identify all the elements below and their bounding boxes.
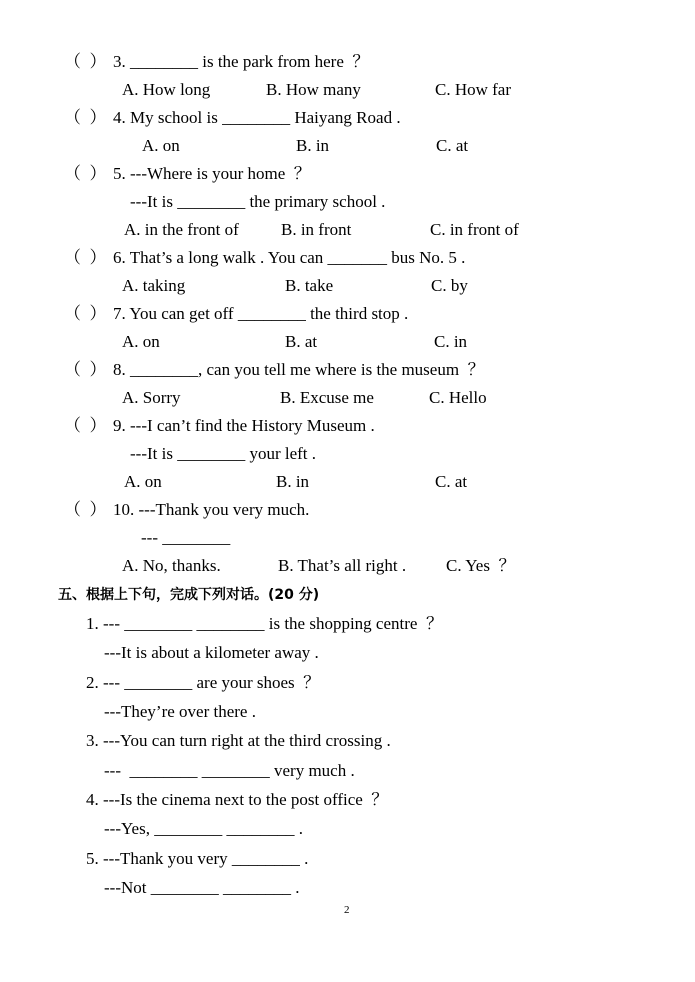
answer-paren-q5[interactable]: （ ） — [64, 164, 107, 183]
page-number: 2 — [344, 904, 350, 916]
question-q9-reply: ---It is ________ your left . — [130, 444, 317, 463]
question-q10: 10. ---Thank you very much. — [113, 500, 310, 519]
answer-paren-q6[interactable]: （ ） — [64, 248, 107, 267]
question-q10-reply[interactable]: --- ________ — [141, 528, 231, 547]
answer-paren-q4[interactable]: （ ） — [64, 108, 107, 127]
question-q5-reply: ---It is ________ the primary school . — [130, 192, 386, 211]
question-q8: 8. ________, can you tell me where is the museum ？ — [113, 360, 485, 379]
option-q8-a: A. Sorry — [122, 388, 181, 407]
dialogue-2-reply: ---They’re over there . — [104, 702, 256, 721]
answer-paren-q10[interactable]: （ ） — [64, 500, 107, 519]
option-q3-b: B. How many — [266, 80, 361, 99]
question-q3: 3. ________ is the park from here ？ — [113, 52, 370, 71]
option-q3-a: A. How long — [122, 80, 211, 99]
option-q4-b: B. in — [296, 136, 330, 155]
option-q5-b: B. in front — [281, 220, 352, 239]
dialogue-4-line: 4. ---Is the cinema next to the post office ？ — [86, 790, 389, 809]
dialogue-3-reply[interactable]: --- ________ ________ very much . — [104, 761, 355, 780]
option-q6-c: C. by — [431, 276, 468, 295]
dialogue-5-reply[interactable]: ---Not ________ ________ . — [104, 878, 300, 897]
answer-paren-q3[interactable]: （ ） — [64, 52, 107, 71]
option-q7-b: B. at — [285, 332, 318, 351]
option-q7-c: C. in — [434, 332, 468, 351]
option-q6-a: A. taking — [122, 276, 186, 295]
dialogue-5-line[interactable]: 5. ---Thank you very ________ . — [86, 849, 309, 868]
question-q5: 5. ---Where is your home ？ — [113, 164, 311, 183]
option-q6-b: B. take — [285, 276, 334, 295]
option-q3-c: C. How far — [435, 80, 512, 99]
dialogue-1-reply: ---It is about a kilometer away . — [104, 643, 319, 662]
dialogue-1-line[interactable]: 1. --- ________ ________ is the shopping centre ？ — [86, 614, 443, 633]
option-q9-b: B. in — [276, 472, 310, 491]
section-five-heading: 五、根据上下句，完成下列对话。(20 分) — [58, 587, 320, 603]
option-q10-c: C. Yes ？ — [446, 556, 516, 575]
question-q4: 4. My school is ________ Haiyang Road . — [113, 108, 401, 127]
option-q8-b: B. Excuse me — [280, 388, 374, 407]
option-q4-c: C. at — [436, 136, 469, 155]
question-q6: 6. That’s a long walk . You can _______ bus No. 5 . — [113, 248, 466, 267]
option-q8-c: C. Hello — [429, 388, 487, 407]
question-q7: 7. You can get off ________ the third stop . — [113, 304, 409, 323]
option-q7-a: A. on — [122, 332, 160, 351]
dialogue-2-line[interactable]: 2. --- ________ are your shoes ？ — [86, 673, 321, 692]
answer-paren-q8[interactable]: （ ） — [64, 360, 107, 379]
answer-paren-q9[interactable]: （ ） — [64, 416, 107, 435]
option-q9-c: C. at — [435, 472, 468, 491]
answer-paren-q7[interactable]: （ ） — [64, 304, 107, 323]
question-q9: 9. ---I can’t find the History Museum . — [113, 416, 375, 435]
option-q5-a: A. in the front of — [124, 220, 239, 239]
option-q9-a: A. on — [124, 472, 162, 491]
dialogue-4-reply[interactable]: ---Yes, ________ ________ . — [104, 819, 303, 838]
dialogue-3-line: 3. ---You can turn right at the third crossing . — [86, 731, 391, 750]
option-q4-a: A. on — [142, 136, 180, 155]
option-q10-b: B. That’s all right . — [278, 556, 407, 575]
option-q10-a: A. No, thanks. — [122, 556, 221, 575]
option-q5-c: C. in front of — [430, 220, 519, 239]
